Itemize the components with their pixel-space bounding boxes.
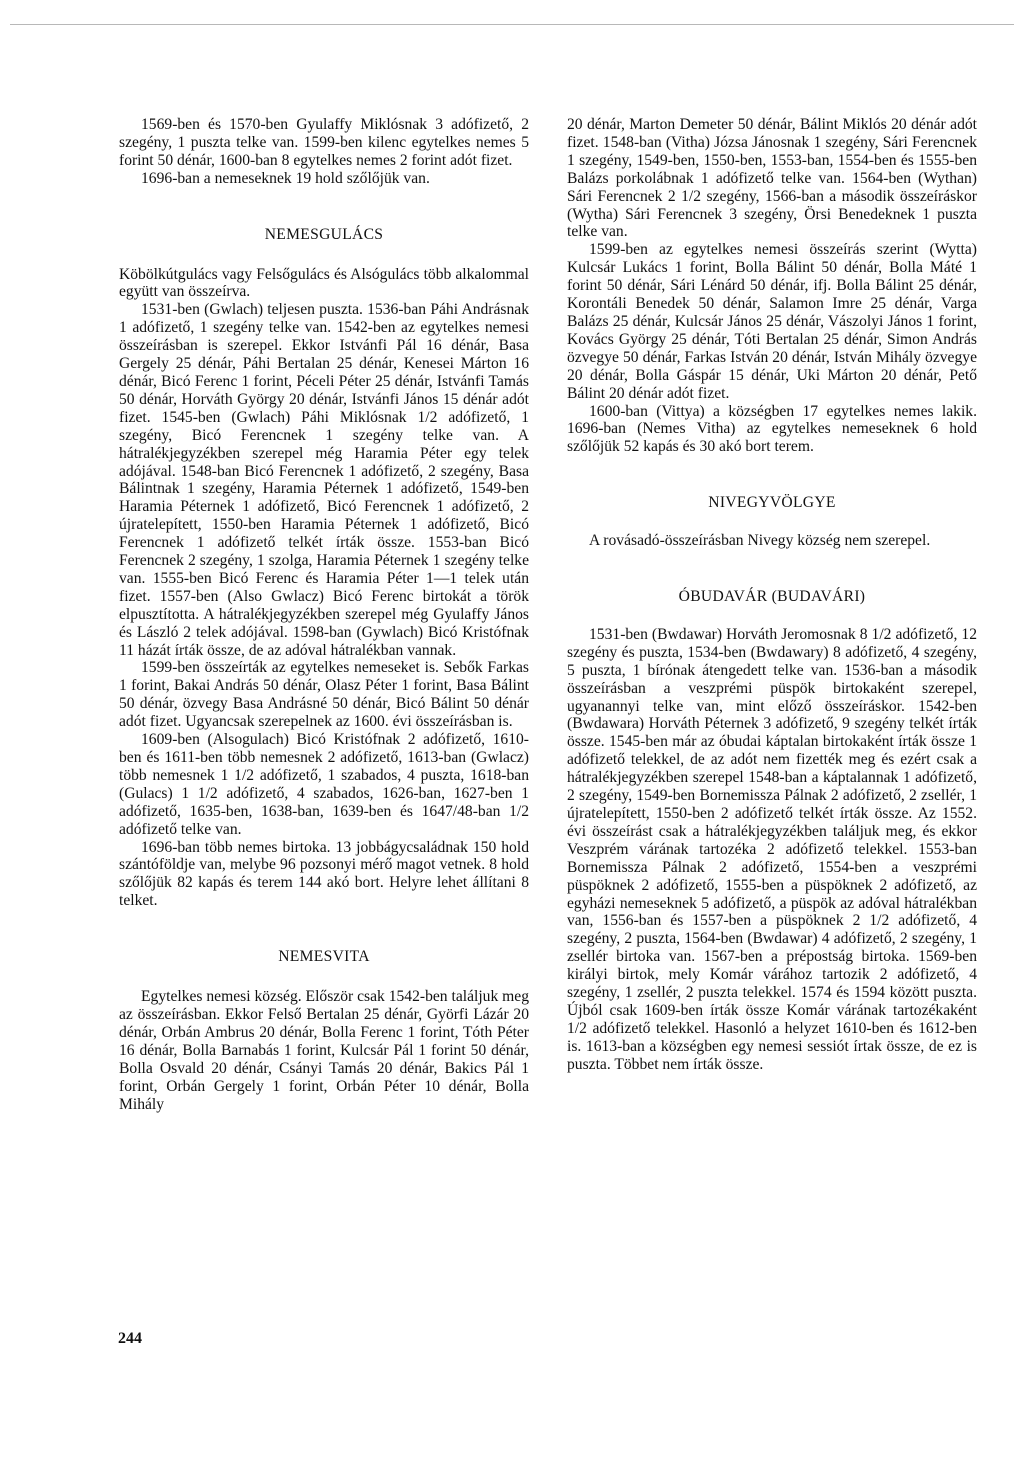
paragraph: 1531-ben (Bwdawar) Horváth Jeromosnak 8 1/2 adófizető, 12 szegény és puszta, 1534-ben (Bwdawary) 8 adófizető, 4 szegény, 5 puszta, 1 bírónak átengedett telke van. 1536-ban a második összeírásban a veszprémi püspök birtokaként szerepel, ugyanannyi telke van, mint előző összeíráskor. 1542-ben (Bwdawara) Horváth Péternek 3 adófizető, 9 szegény telkét írták össze. 1545-ben már az óbudai káptalan birtokaként írták össze 1 adófizető telekkel, de az adót nem fizették meg és ezért csak a hátralékjegyzékben szerepel 1548-ban a káptalannak 1 adófizető, 2 szegény, 1549-ben Bornemissza Pálnak 2 adófizető, 2 zsellér, 1 újratelepített, 1550-ben 2 adófizető telkét írták össze. Az 1552. évi összeírást csak a hátralékjegyzékben találjuk meg, és ekkor Veszprém várának tartozéka 2 adófizető telekkel. 1553-ban Bornemissza Pálnak 2 adófizető, 1554-ben a veszprémi püspöknek 2 adófizető, 1555-ben a püspöknek 2 adófizető, az egyházi nemeseknek 5 adófizető, a püspök az adóval hátralékban van, 1556-ban és 1557-ben a püspöknek 2 1/2 adófizető, 4 szegény, 2 puszta, 1564-ben (Bwdawar) 4 adófizető, 2 szegény, 1 zsellér birtoka van. 1567-ben a prépostság birtoka. 1569-ben királyi birtok, mely Komár várához tartozik 2 adófizető, 4 szegény, 1 zsellér, 2 puszta telekkel. 1574 és 1594 között puszta. Újból csak 1609-ben írták össze Komár várának tartozékaként 1/2 adófizető telekkel. Hasonló a helyzet 1610-ben és 1612-ben is. 1613-ban a községben egy nemesi sessiót írtak össze, de ez is puszta. Többet nem írták össze. [567,625,977,1073]
paragraph: 1531-ben (Gwlach) teljesen puszta. 1536-ban Páhi Andrásnak 1 adófizető, 1 szegény telke van. 1542-ben az egytelkes nemesi összeírásban is szerepel. Ekkor Istvánfi Pál 16 dénár, Basa Gergely 25 dénár, Páhi Bertalan 25 dénár, Kenesei Márton 16 dénár, Bicó Ferenc 1 forint, Péceli Péter 25 dénár, Istvánfi Tamás 50 dénár, Horváth György 20 dénár, Istvánfi János 15 dénár adót fizet. 1545-ben (Gwlach) Páhi Miklósnak 1/2 adófizető, 1 szegény, Bicó Ferencnek 1 szegény telke van. A hátralékjegyzékben szerepel még Haramia Péter egy telek adójával. 1548-ban Bicó Ferencnek 1 adófizető, 2 szegény, Basa Bálintnak 1 szegény, Haramia Péternek 1 adófizető, 1549-ben Haramia Péternek 1 adófizető, Bicó Ferencnek 1 adófizető, 2 újratelepített, 1550-ben Haramia Péternek 1 adófizető, Bicó Ferencnek 1 adófizető telkét írták össze. 1553-ban Bicó Ferencnek 2 szegény, 1 szolga, Haramia Péternek 1 szegény telke van. 1555-ben Bicó Ferenc és Haramia Péter 1—1 telek után fizet. 1557-ben (Also Gwlacz) Bicó Ferenc birtokát a török elpusztította. A hátralékjegyzékben szerepel még Gyulaffy János és László 2 telek adójával. 1598-ban (Gywlach) Bicó Kristófnak 11 házát írták össze, de az adóval hátralékban vannak. [119,301,529,659]
section-heading-obudavar: ÓBUDAVÁR (BUDAVÁRI) [678,588,866,606]
paragraph: 1696-ban a nemeseknek 19 hold szőlőjük van. [141,169,430,187]
page-number: 244 [118,1330,142,1347]
paragraph: 1599-ben összeírták az egytelkes nemeseket is. Sebők Farkas 1 forint, Bakai András 50 dénár, Olasz Péter 1 forint, Basa Bálint 50 dénár, özvegy Basa Andrásné 50 dénár, Bicó Bálint 50 dénár adót fizet. Ugyancsak szerepelnek az 1600. évi összeírásban is. [119,659,529,731]
left-column [119,116,529,1113]
paragraph: 1609-ben (Alsogulach) Bicó Kristófnak 2 adófizető, 1610-ben és 1611-ben több nemesnek 2 adófizető, 1613-ban (Gwlacz) több nemesnek 1 1/2 adófizető, 1 szabados, 4 puszta, 1618-ban (Gulacs) 1 1/2 adófizető, 4 szabados, 1626-ban, 1627-ben 1 adófizető, 1635-ben, 1638-ban, 1639-ben és 1647/48-ban 1/2 adófizető telke van. [119,731,529,838]
paragraph: Köbölkútgulács vagy Felsőgulács és Alsógulács több alkalommal együtt van összeírva. [119,265,529,301]
section-heading-nemesvita: NEMESVITA [278,948,370,966]
top-rule [10,24,1014,25]
right-column [567,116,977,1074]
paragraph: Egytelkes nemesi község. Először csak 1542-ben találjuk meg az összeírásban. Ekkor Felső Bertalan 25 dénár, Györfi Lázár 20 dénár, Orbán Ambrus 20 dénár, Bolla Ferenc 1 forint, Tóth Péter 16 dénár, Bolla Barnabás 1 forint, Kulcsár Pál 1 forint 50 dénár, Bolla Osvald 20 dénár, Csányi Tamás 20 dénár, Bakics Pál 1 forint, Orbán Gergely 1 forint, Orbán Péter 10 dénár, Bolla Mihály [119,988,530,1113]
paragraph: 1599-ben az egytelkes nemesi összeírás szerint (Wytta) Kulcsár Lukács 1 forint, Bolla Bálint 50 dénár, Bolla Máté 1 forint 50 dénár, Sári Lénárd 50 dénár, ifj. Bolla Bálint 25 dénár, Korontáli Benedek 50 dénár, Salamon Imre 25 dénár, Varga Balázs 25 dénár, Kulcsár János 25 dénár, Vászolyi János 1 forint, Kovács György 25 dénár, Tóti Bertalan 25 dénár, Simon András özvegye 50 dénár, Farkas István 20 dénár, István Mihály özvegye 20 dénár, Bolla Gáspár 15 dénár, Uki Márton 20 dénár, Pető Bálint 20 dénár adót fizet. [567,241,977,402]
paragraph: 20 dénár, Marton Demeter 50 dénár, Bálint Miklós 20 dénár adót fizet. 1548-ban (Vitha) Józsa Jánosnak 1 szegény, Sári Ferencnek 1 szegény, 1549-ben, 1550-ben, 1553-ban, 1554-ben és 1555-ben Balázs porkolábnak 1 adófizető telke van. 1564-ben (Wythan) Sári Ferencnek 2 1/2 szegény, 1566-ban a második összeíráskor (Wytha) Sári Ferencnek 3 szegény, Örsi Benedeknek 1 puszta telke van. [567,116,977,241]
paragraph: A rovásadó-összeírásban Nivegy község nem szerepel. [589,532,931,550]
section-heading-nemesgulacs: NEMESGULÁCS [264,225,384,243]
paragraph: 1600-ban (Vittya) a községben 17 egytelkes nemes lakik. 1696-ban (Nemes Vitha) az egytelkes nemeseknek 6 hold szőlőjük 52 kapás és 30 akó bort terem. [567,402,977,456]
paragraph: 1569-ben és 1570-ben Gyulaffy Miklósnak 3 adófizető, 2 szegény, 1 puszta telke van. 1599-ben kilenc egytelkes nemes 5 forint 50 dénár, 1600-ban 8 egytelkes nemes 2 forint adót fizet. [119,116,529,169]
paragraph: 1696-ban több nemes birtoka. 13 jobbágycsaládnak 150 hold szántóföldje van, melybe 96 pozsonyi mérő magot vetnek. 8 hold szőlőjük 82 kapás és terem 144 akó bort. Helyre lehet állítani 8 telket. [119,838,529,910]
section-heading-nivegyvolgye: NIVEGYVÖLGYE [708,494,836,512]
